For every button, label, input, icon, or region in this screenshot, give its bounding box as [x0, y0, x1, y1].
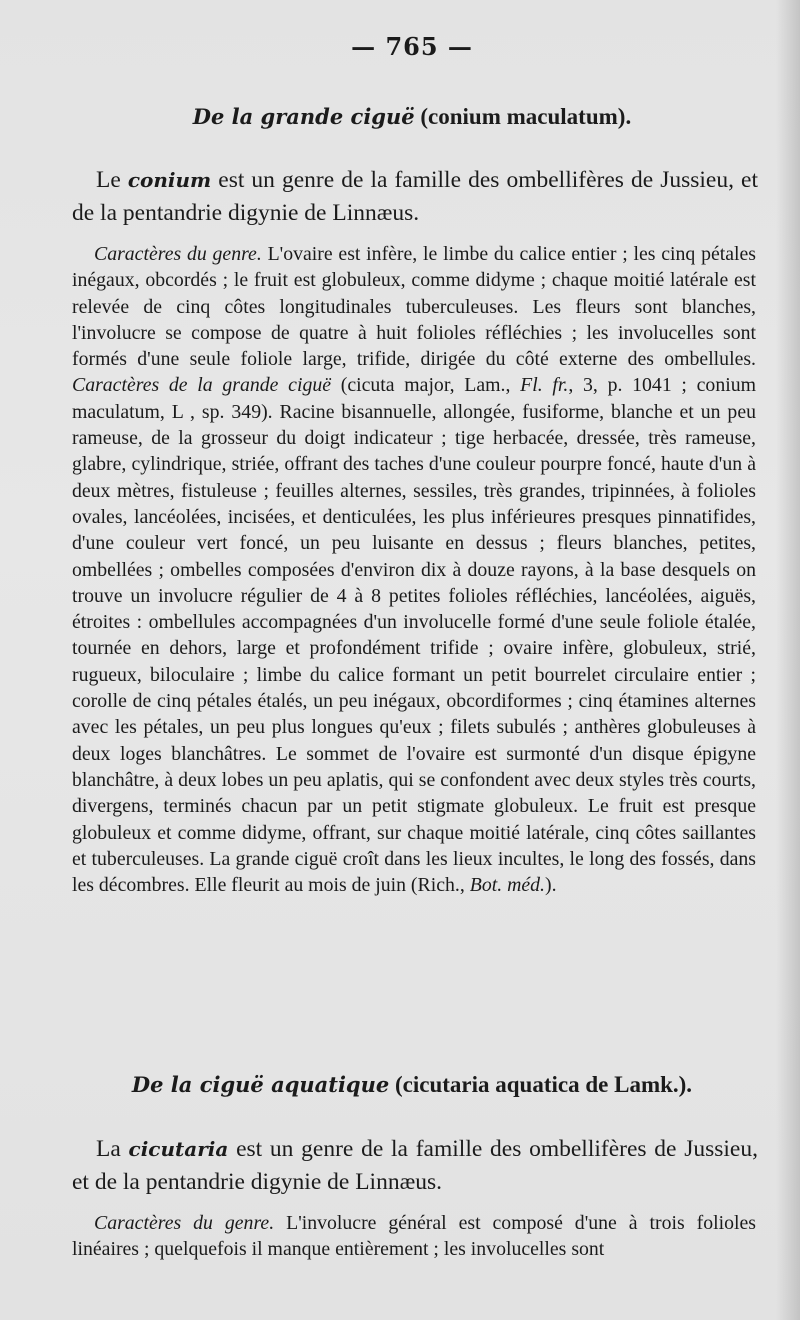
page-number: — 765 —: [351, 32, 473, 61]
genus-characters-text: L'ovaire est infère, le limbe du calice entier ; les cinq pétales inégaux, obcordés ; le fruit est globuleux, comme didyme ; chaque moitié latérale est relevée de cinq côtes longitudinales tuberculeuses. Les fleurs sont blanches, l'involucre se compose de quatre à huit folioles réfléchies ; les involucelles sont formés d'une seule foliole large, trifide, dirigée du côté externe des ombellules.: [72, 243, 757, 371]
section-heading-grande-cigue: [72, 104, 752, 130]
heading-italic: De la grande ciguë: [192, 104, 415, 129]
intro-prefix: Le: [96, 167, 128, 193]
species-characters-label: Caractères de la grande ciguë: [72, 374, 332, 397]
paragraph-cicutaria-characters: [72, 1210, 756, 1263]
intro-prefix: La: [96, 1136, 129, 1162]
heading-latin: (cicutaria aquatica de Lamk.).: [389, 1072, 693, 1097]
section-heading-cigue-aquatique: [72, 1072, 752, 1098]
intro-text: est un genre de la famille des ombellifères de Jussieu, et de la pentandrie digynie de Linnæus.: [72, 1136, 758, 1195]
species-text-a: (cicuta major, Lam.,: [331, 374, 521, 397]
page-edge-shadow: [776, 0, 800, 1320]
paragraph-conium-characters: [72, 241, 756, 898]
genus-intro-cicutaria: [72, 1133, 758, 1199]
genus-characters-label: Caractères du genre.: [94, 1212, 275, 1234]
reference-botanique: Bot. méd.: [469, 874, 545, 897]
genus-characters-text: L'involucre général est composé d'une à trois folioles linéaires ; quelquefois il manque entièrement ; les involucelles sont: [72, 1212, 757, 1261]
heading-latin: (conium maculatum).: [414, 104, 632, 129]
genus-name: cicutaria: [128, 1137, 229, 1161]
genus-intro-conium: [72, 164, 758, 230]
reference-flore: Fl. fr.: [520, 374, 569, 397]
species-text-b: , 3, p. 1041 ; conium maculatum, L , sp. 349). Racine bisannuelle, allongée, fusiforme, blanche et un peu rameuse, de la grosseur du doigt indicateur ; tige herbacée, dressée, très rameuse, glabre, cylindrique, striée, offrant des taches d'une couleur pourpre foncé, haute d'un à deux mètres, fistuleuse ; feuilles alternes, sessiles, très grandes, tripinnées, à folioles ovales, lancéolées, incisées, et denticulées, les plus inférieures presques pinnatifides, d'une couleur vert foncé, un peu luisante en dessus ; fleurs blanches, petites, ombellées ; ombelles composées d'environ dix à douze rayons, à la base desquels on trouve un involucre régulier de 4 à 8 petites folioles réfléchies, lancéolées, aiguës, étroites : ombellules accompagnées d'un involucelle formé d'une seule foliole étalée, tournée en dehors, large et profondément trifide ; ovaire infère, globuleux, strié, rugueux, biloculaire ; limbe du calice formant un petit bourrelet circulaire entier ; corolle de cinq pétales étalés, un peu inégaux, obcordiformes ; cinq étamines alternes avec les pétales, un peu plus longues qu'eux ; filets subulés ; anthères globuleuses à deux loges blanchâtres. Le sommet de l'ovaire est surmonté d'un disque épigyne blanchâtre, à deux lobes un peu aplatis, qui se confondent avec deux styles très courts, divergens, terminés chacun par un petit stigmate globuleux. Le fruit est presque globuleux et comme didyme, offrant, sur chaque moitié latérale, cinq côtes saillantes et tuberculeuses. La grande ciguë croît dans les lieux incultes, le long des fossés, dans les décombres. Elle fleurit au mois de juin (Rich.,: [72, 374, 756, 897]
genus-characters-label: Caractères du genre.: [94, 243, 262, 265]
paragraph-end: ).: [545, 874, 557, 897]
genus-name: conium: [127, 168, 212, 192]
heading-italic: De la ciguë aquatique: [131, 1072, 390, 1097]
intro-text: est un genre de la famille des ombellifères de Jussieu, et de la pentandrie digynie de Linnæus.: [72, 167, 758, 226]
